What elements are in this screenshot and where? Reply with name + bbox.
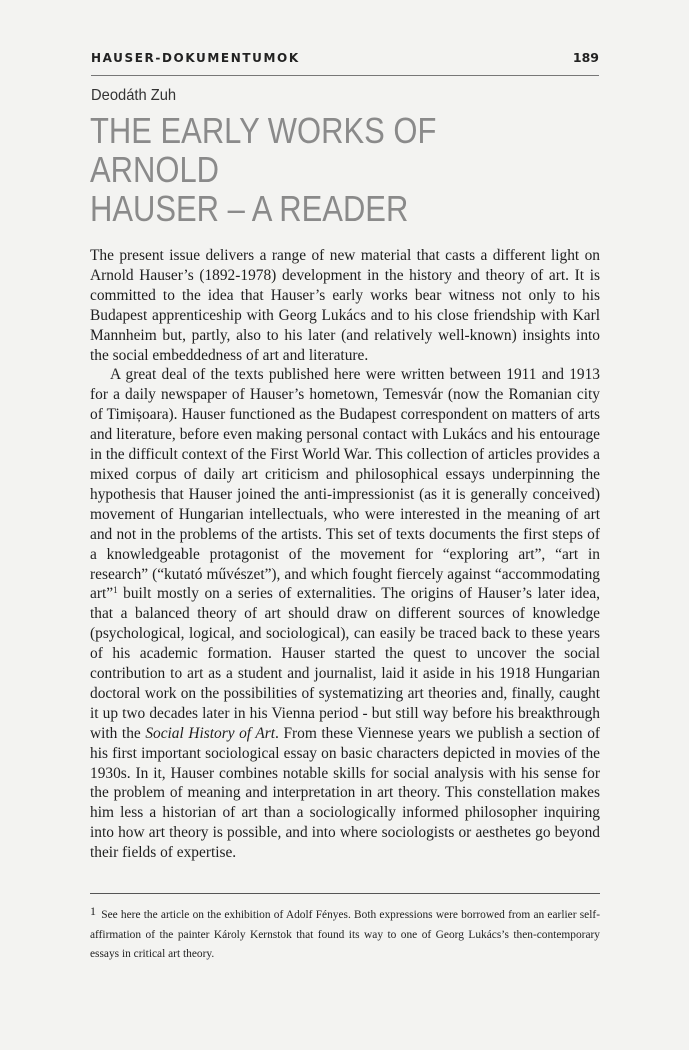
footnote-number: 1: [90, 904, 96, 918]
footnote-reference[interactable]: 1: [113, 585, 118, 596]
title-line-2: HAUSER – A READER: [90, 188, 409, 229]
footnote-text: See here the article on the exhibition of Adolf Fényes. Both expressions were borrowed from an earlier self-affirmation of the painter Károly Kernstok that found its way to one of Georg Lukács’s then-contemporary essays in critical art theory.: [90, 909, 600, 960]
header-rule: [91, 75, 599, 76]
running-head: [91, 50, 599, 65]
author-name: Deodáth Zuh: [91, 87, 177, 104]
book-title: Social History of Art: [145, 724, 276, 742]
page-number: 189: [572, 50, 599, 65]
paragraph-2-part-c: . From these Viennese years we publish a section of his first important sociological essay on basic characters depicted in movies of the 1930s. In it, Hauser combines notable skills for social analysis with his sense for the problem of meaning and interpretation in art theory. This constellation makes him less a historian of art than a sociologically informed philosopher inquiring into how art theory is possible, and into where sociologists or aesthetes go beyond their fields of expertise.: [90, 724, 601, 862]
footnote-rule: [90, 893, 600, 894]
paragraph-2-part-b: built mostly on a series of externalities. The origins of Hauser’s later idea, that a balanced theory of art should draw on different sources of knowledge (psychological, logical, and sociological), can easily be traced back to these years of his academic formation. Hauser started the quest to uncover the social contribution to art as a student and journalist, laid it aside in his 1918 Hungarian doctoral work on the possibilities of systematizing art theories and, finally, caught it up two decades later in his Vienna period - but still way before his breakthrough with the: [90, 585, 600, 742]
section-title: HAUSER-DOKUMENTUMOK: [91, 51, 300, 65]
paragraph-2: [90, 365, 600, 863]
title-line-1: THE EARLY WORKS OF ARNOLD: [90, 110, 437, 190]
article-body: [90, 246, 600, 863]
article-title: [90, 111, 572, 228]
paragraph-1: The present issue delivers a range of new material that casts a different light on Arnold Hauser’s (1892-1978) development in the history and theory of art. It is committed to the idea that Hauser’s early works bear witness not only to his Budapest apprenticeship with Georg Lukács and to his close friendship with Karl Mannheim but, partly, also to his later (and relatively well-known) insights into the social embeddedness of art and literature.: [90, 247, 600, 364]
footnote: [90, 902, 600, 965]
paragraph-2-part-a: A great deal of the texts published here were written between 1911 and 1913 for a daily newspaper of Hauser’s hometown, Temesvár (now the Romanian city of Timișoara). Hauser functioned as the Budapest correspondent on matters of arts and literature, before even making personal contact with Lukács and his entourage in the difficult context of the First World War. This collection of articles provides a mixed corpus of daily art criticism and philosophical essays underpinning the hypothesis that Hauser joined the anti-impressionist (as it is generally conceived) movement of Hungarian intellectuals, who were interested in the meaning of art and not in the problems of the artists. This set of texts documents the first steps of a knowledgeable protagonist of the movement for “exploring art”, “art in research” (“kutató művészet”), and which fought fiercely against “accommodating art”: [90, 366, 600, 603]
